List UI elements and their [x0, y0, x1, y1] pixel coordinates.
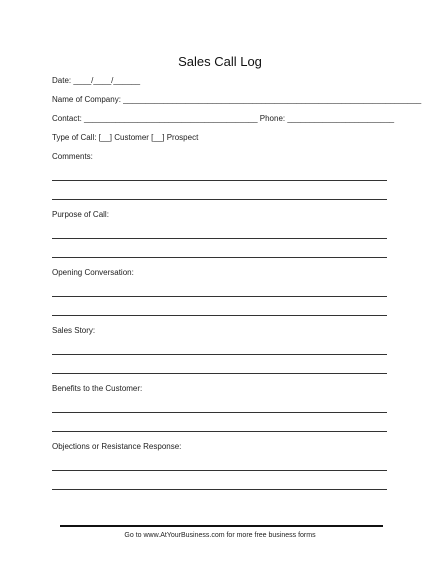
- opening-line[interactable]: [52, 315, 387, 316]
- comments-label: Comments:: [52, 152, 93, 161]
- date-field[interactable]: Date: ____/____/______: [52, 76, 141, 85]
- comments-line[interactable]: [52, 199, 387, 200]
- footer-note: Go to www.AtYourBusiness.com for more free business forms: [124, 532, 316, 539]
- objections-label: Objections or Resistance Response:: [52, 442, 182, 451]
- objections-line[interactable]: [52, 489, 387, 490]
- company-field[interactable]: Name of Company: ___________________________________________________________________: [52, 95, 422, 104]
- purpose-label: Purpose of Call:: [52, 210, 109, 219]
- purpose-line[interactable]: [52, 257, 387, 258]
- benefits-line[interactable]: [52, 412, 387, 413]
- benefits-label: Benefits to the Customer:: [52, 384, 143, 393]
- purpose-line[interactable]: [52, 238, 387, 239]
- footer-divider: [60, 525, 383, 527]
- call-type-field[interactable]: Type of Call: [__] Customer [__] Prospect: [52, 133, 199, 142]
- benefits-line[interactable]: [52, 431, 387, 432]
- opening-line[interactable]: [52, 296, 387, 297]
- sales-story-label: Sales Story:: [52, 326, 96, 335]
- opening-label: Opening Conversation:: [52, 268, 134, 277]
- contact-phone-field[interactable]: Contact: _______________________________________ Phone: ________________________: [52, 114, 395, 123]
- comments-line[interactable]: [52, 180, 387, 181]
- sales-story-line[interactable]: [52, 373, 387, 374]
- sales-story-line[interactable]: [52, 354, 387, 355]
- objections-line[interactable]: [52, 470, 387, 471]
- form-title: Sales Call Log: [178, 54, 262, 69]
